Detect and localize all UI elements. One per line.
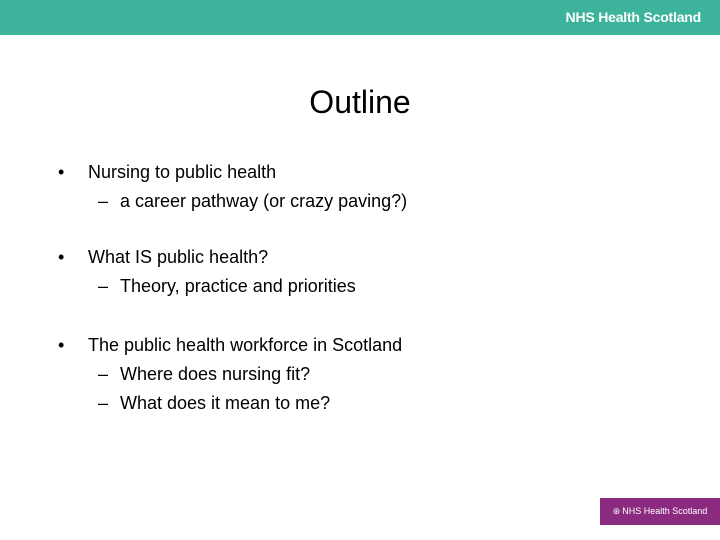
sub-bullet-text: a career pathway (or crazy paving?): [120, 191, 408, 211]
bullet-text: Nursing to public health: [88, 162, 277, 182]
sub-bullet-text: What does it mean to me?: [120, 393, 331, 413]
dash-icon: –: [98, 393, 109, 413]
sub-bullet-text: Theory, practice and priorities: [120, 276, 356, 296]
slide-title-text: Outline: [309, 84, 411, 120]
bullet-item: [58, 243, 658, 272]
brand-name: NHS Health Scotland: [565, 9, 701, 25]
footer-logo-text: NHS Health Scotland: [622, 506, 708, 516]
bullet-item: [58, 158, 658, 187]
footer-logo: [600, 498, 720, 525]
slide-title: [0, 80, 720, 124]
sub-bullet-item: [58, 389, 658, 418]
dash-icon: –: [98, 191, 109, 211]
bullet-icon: •: [58, 335, 65, 355]
bullet-item: [58, 331, 658, 360]
dash-icon: –: [98, 276, 109, 296]
bullet-text: The public health workforce in Scotland: [88, 335, 403, 355]
sub-bullet-text: Where does nursing fit?: [120, 364, 311, 384]
header-bar: [0, 0, 720, 35]
bullet-text: What IS public health?: [88, 247, 269, 267]
bullet-icon: •: [58, 162, 65, 182]
dash-icon: –: [98, 364, 109, 384]
bullet-list: [58, 158, 658, 418]
sub-bullet-item: [58, 187, 658, 216]
sub-bullet-item: [58, 360, 658, 389]
bullet-icon: •: [58, 247, 65, 267]
logo-mark-icon: ⊛: [612, 506, 621, 516]
sub-bullet-item: [58, 272, 658, 301]
